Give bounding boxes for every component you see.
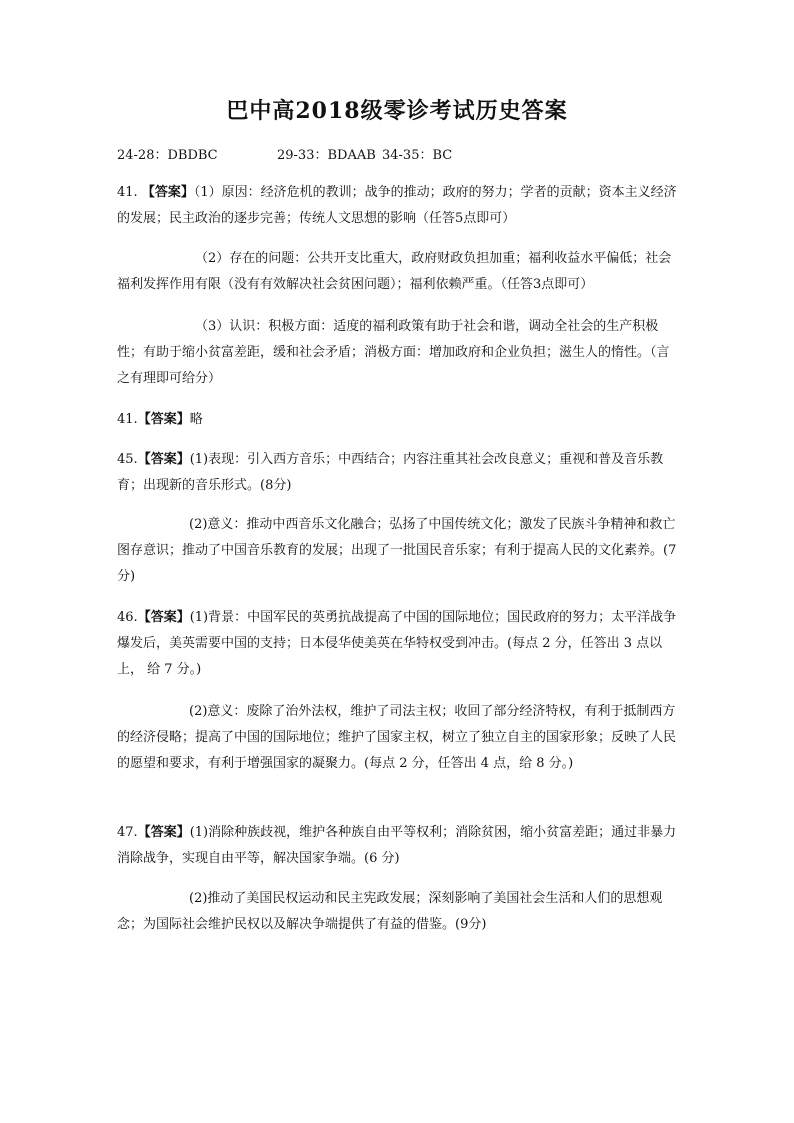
q41-number: 41. [117, 185, 138, 200]
q41b-text: 略 [189, 412, 203, 427]
q47-number: 47. [117, 825, 138, 840]
q46-number: 46. [117, 610, 138, 625]
q45-part1 [117, 447, 677, 499]
q45-part2: (2)意义：推动中西音乐文化融合；弘扬了中国传统文化；激发了民族斗争精神和救亡图存意识；推动了中国音乐教育的发展；出现了一批国民音乐家；有利于提高人民的文化素养。(7分) [117, 517, 677, 584]
answer-tag: 【答案】 [137, 452, 190, 467]
choice-group-3: 34-35：BC [382, 148, 453, 163]
q47-part2: (2)推动了美国民权运动和民主宪政发展；深刻影响了美国社会生活和人们的思想观念；为国际社会维护民权以及解决争端提供了有益的借鉴。(9分) [117, 891, 663, 932]
q41-p1-text: （1）原因：经济危机的教训；战争的推动；政府的努力；学者的贡献；资本主义经济的发展；民主政治的逐步完善；传统人文思想的影响（任答5点即可） [117, 185, 677, 226]
multiple-choice-answers [117, 144, 452, 163]
q41b-answer [117, 407, 677, 433]
q46-part2: (2)意义：废除了治外法权，维护了司法主权；收回了部分经济特权，有利于抵制西方的经济侵略；提高了中国的国际地位；维护了国家主权，树立了独立自主的国家形象；反映了人民的愿望和要求，有利于增强国家的凝聚力。(每点 2 分，任答出 4 点，给 8 分。) [117, 704, 677, 771]
q47-part1 [117, 820, 677, 872]
answer-tag: 【答案】 [137, 412, 190, 427]
answer-tag: 【答案】 [137, 825, 190, 840]
choice-group-2: 29-33：BDAAB [277, 148, 376, 163]
q41-part3: （3）认识：积极方面：适度的福利政策有助于社会和谐，调动全社会的生产积极性；有助于缩小贫富差距，缓和社会矛盾；消极方面：增加政府和企业负担；滋生人的惰性。（言之有理即可给分） [117, 319, 670, 386]
q46-part1 [117, 605, 677, 683]
answer-tag: 【答案】 [141, 185, 194, 200]
q45-number: 45. [117, 452, 138, 467]
q41b-number: 41. [117, 412, 138, 427]
q41-part2: （2）存在的问题：公共开支比重大，政府财政负担加重；福利收益水平偏低；社会福利发挥作用有限（没有有效解决社会贫困问题）；福利依赖严重。（任答3点即可） [117, 251, 672, 292]
q46-p1-text: (1)背景：中国军民的英勇抗战提高了中国的国际地位；国民政府的努力；太平洋战争爆发后，美英需要中国的支持；日本侵华使美英在华特权受到冲击。(每点 2 分，任答出 3 点以上， 给 7 分。) [117, 610, 677, 677]
choice-group-1: 24-28：DBDBC [117, 148, 218, 163]
answer-tag: 【答案】 [137, 610, 190, 625]
q45-p1-text: (1)表现：引入西方音乐；中西结合；内容注重其社会改良意义；重视和普及音乐教育；出现新的音乐形式。(8分) [117, 452, 664, 493]
q47-p1-text: (1)消除种族歧视，维护各种族自由平等权利；消除贫困，缩小贫富差距；通过非暴力消除战争，实现自由平等，解决国家争端。(6 分) [117, 825, 677, 866]
page-title: 巴中高2018级零诊考试历史答案 [226, 98, 568, 124]
q41-part1 [117, 180, 677, 232]
